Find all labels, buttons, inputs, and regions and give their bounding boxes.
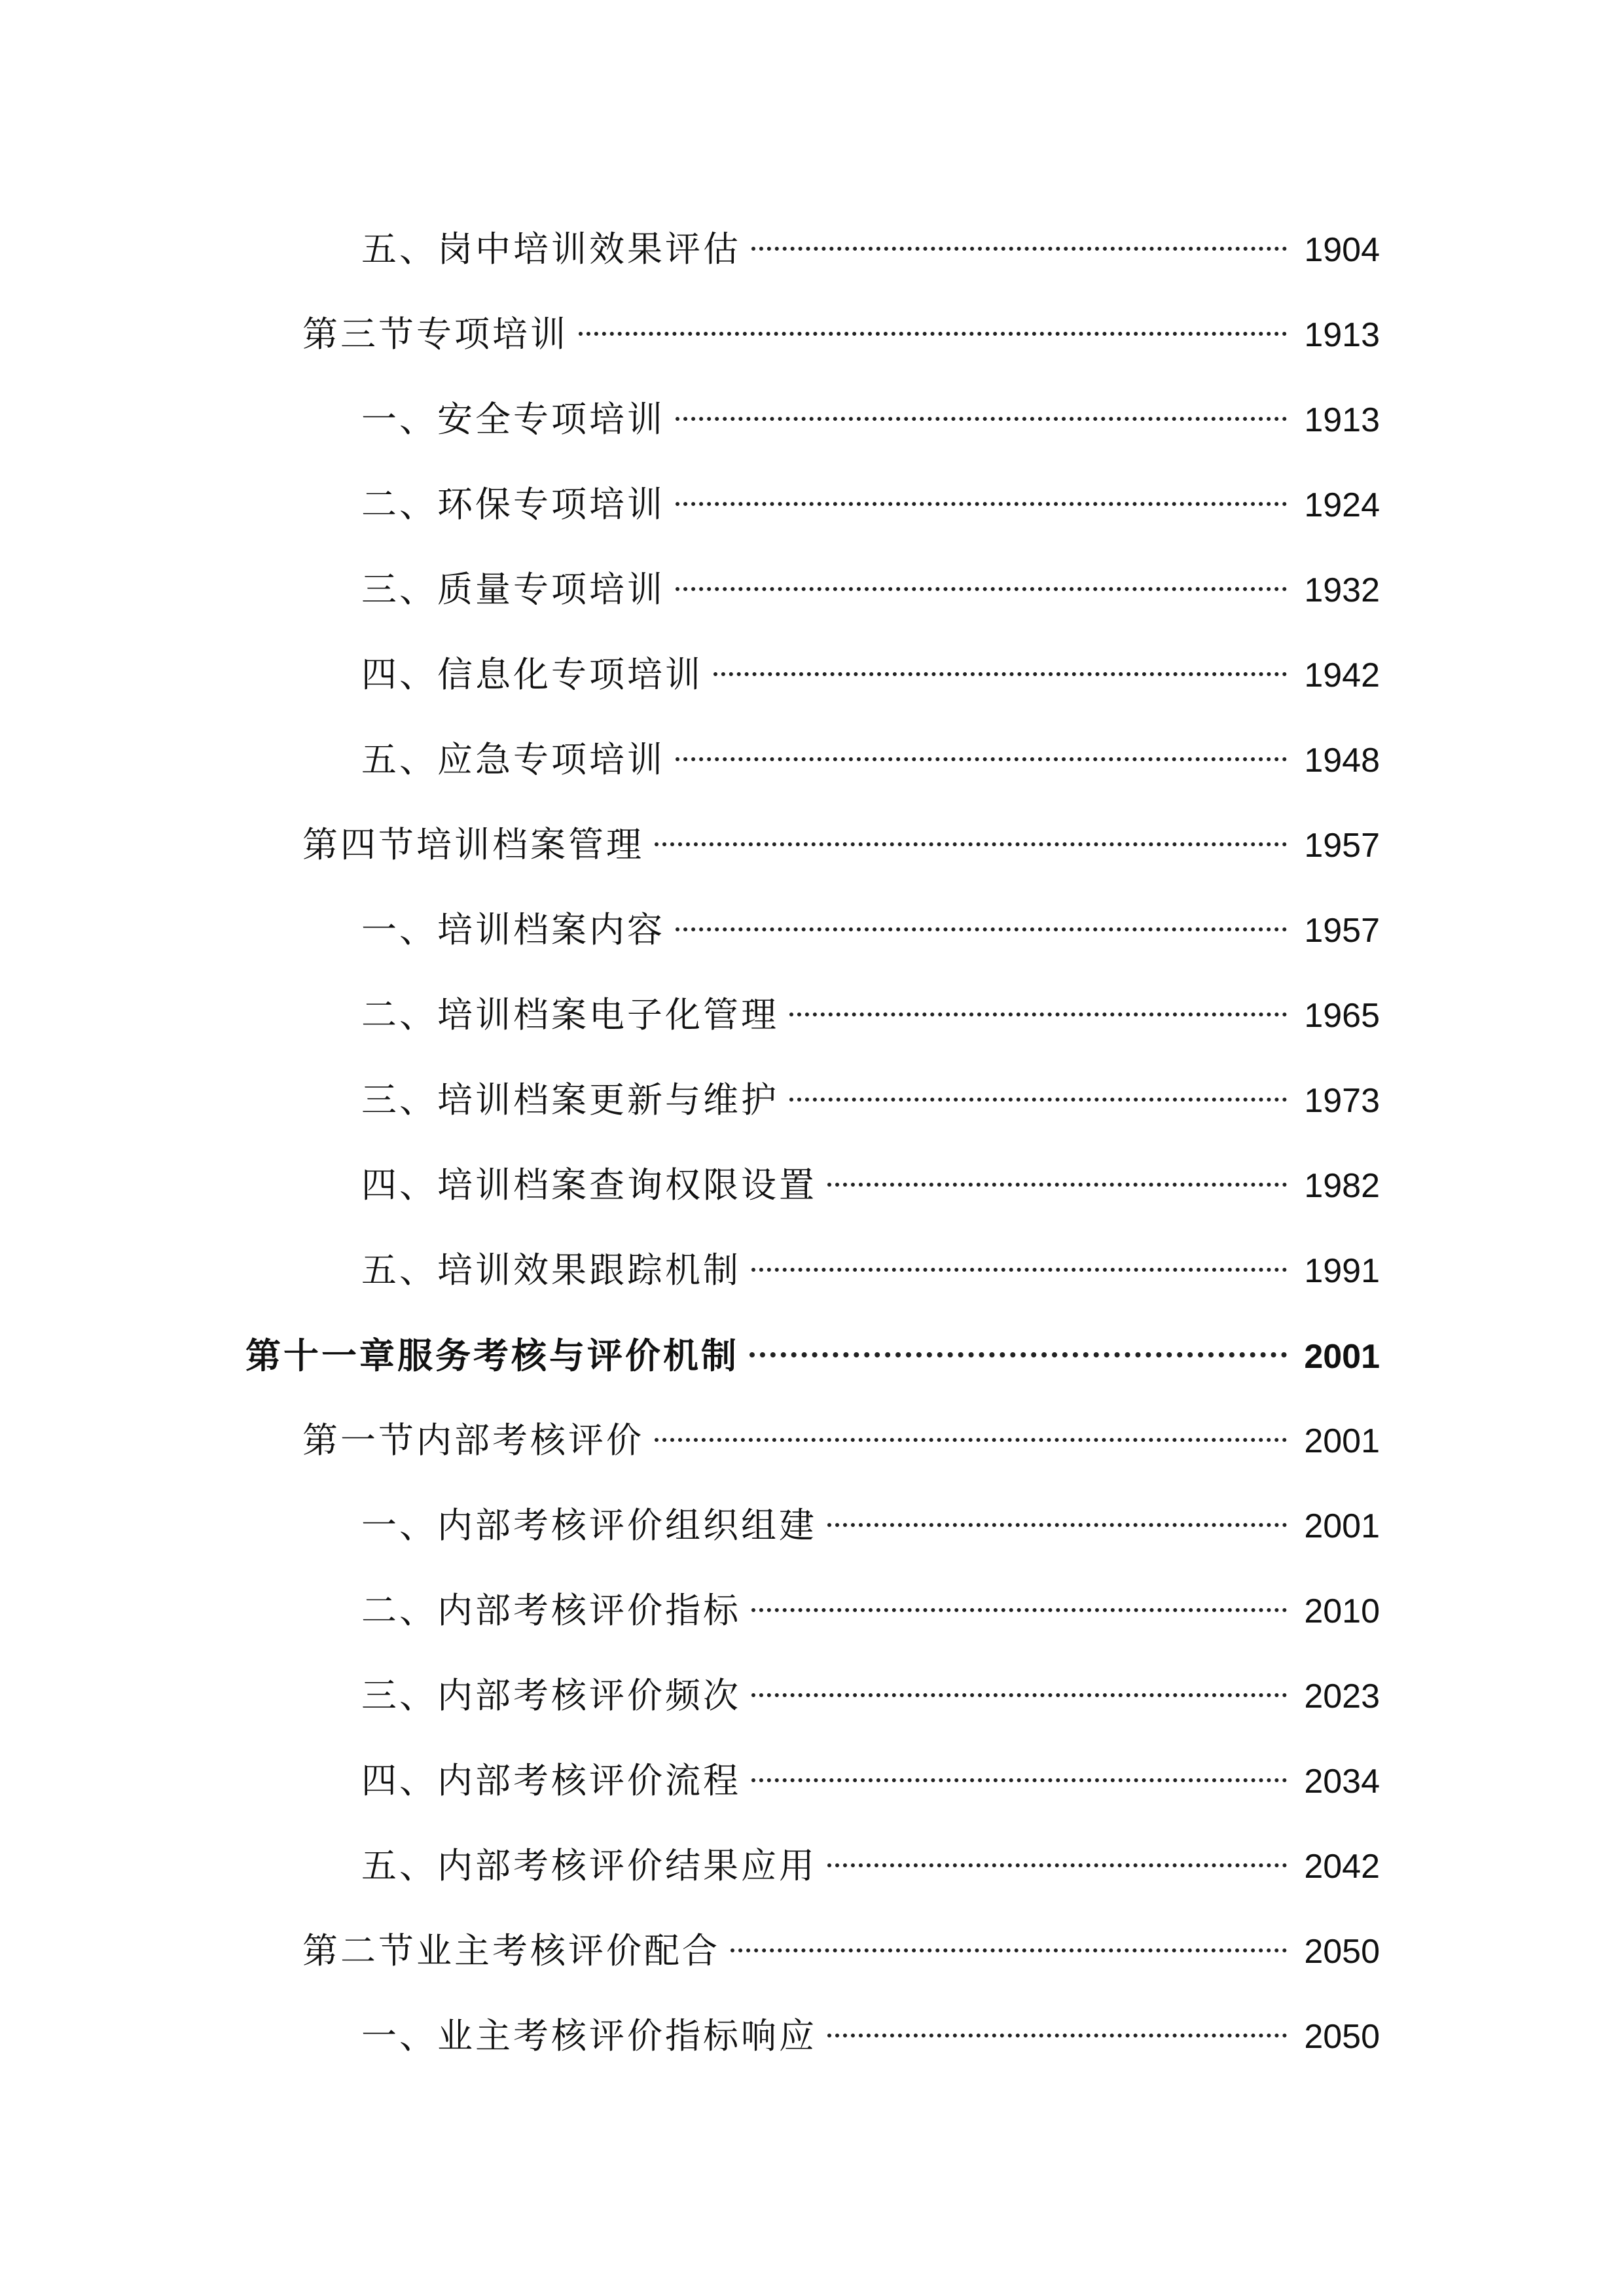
toc-entry-title: 第三节专项培训 bbox=[302, 314, 568, 355]
dot-leader bbox=[751, 1693, 1287, 1697]
toc-entry-page-number: 1973 bbox=[1304, 1082, 1380, 1120]
toc-entry-title: 三、质量专项培训 bbox=[361, 569, 665, 610]
toc-entry-title: 四、内部考核评价流程 bbox=[361, 1760, 741, 1801]
toc-entry-item[interactable] bbox=[361, 1568, 1380, 1653]
toc-entry-item[interactable] bbox=[361, 1653, 1380, 1738]
toc-entry-page-number: 1942 bbox=[1304, 656, 1380, 694]
toc-entry-title: 二、培训档案电子化管理 bbox=[361, 994, 779, 1035]
toc-entry-title: 一、内部考核评价组织组建 bbox=[361, 1505, 817, 1546]
toc-entry-title: 五、内部考核评价结果应用 bbox=[361, 1845, 817, 1886]
dot-leader bbox=[676, 757, 1287, 761]
dot-leader bbox=[713, 672, 1287, 676]
dot-leader bbox=[579, 332, 1287, 336]
dot-leader bbox=[676, 502, 1287, 506]
dot-leader bbox=[676, 927, 1287, 931]
toc-entry-item[interactable] bbox=[361, 1228, 1380, 1313]
toc-entry-title: 四、培训档案查询权限设置 bbox=[361, 1164, 817, 1206]
dot-leader bbox=[751, 247, 1287, 251]
toc-entry-item[interactable] bbox=[361, 632, 1380, 717]
dot-leader bbox=[751, 1778, 1287, 1782]
toc-entry-page-number: 1957 bbox=[1304, 827, 1380, 865]
toc-entry-title: 一、安全专项培训 bbox=[361, 399, 665, 440]
toc-entry-item[interactable] bbox=[361, 973, 1380, 1058]
toc-entry-title: 第四节培训档案管理 bbox=[302, 824, 644, 865]
toc-entry-page-number: 2050 bbox=[1304, 1933, 1380, 1971]
dot-leader bbox=[749, 1352, 1287, 1357]
dot-leader bbox=[731, 1948, 1287, 1952]
toc-entry-title: 二、内部考核评价指标 bbox=[361, 1590, 741, 1631]
toc-entry-item[interactable] bbox=[361, 1143, 1380, 1228]
toc-entry-page-number: 2010 bbox=[1304, 1592, 1380, 1630]
toc-entry-item[interactable] bbox=[361, 1823, 1380, 1909]
toc-entry-page-number: 2034 bbox=[1304, 1763, 1380, 1801]
toc-entry-item[interactable] bbox=[361, 1994, 1380, 2079]
dot-leader bbox=[676, 587, 1287, 591]
toc-entry-title: 四、信息化专项培训 bbox=[361, 654, 703, 695]
toc-entry-chapter[interactable] bbox=[245, 1313, 1380, 1398]
dot-leader bbox=[751, 1268, 1287, 1272]
toc-entry-title: 三、培训档案更新与维护 bbox=[361, 1079, 779, 1121]
toc-entry-page-number: 1991 bbox=[1304, 1252, 1380, 1290]
toc-entry-page-number: 1924 bbox=[1304, 486, 1380, 524]
toc-entry-page-number: 2001 bbox=[1304, 1507, 1380, 1545]
toc-entry-title: 五、岗中培训效果评估 bbox=[361, 228, 741, 270]
toc-entry-page-number: 2042 bbox=[1304, 1848, 1380, 1886]
toc-entry-page-number: 1932 bbox=[1304, 571, 1380, 609]
toc-entry-section[interactable] bbox=[302, 802, 1380, 888]
toc-entry-page-number: 2001 bbox=[1304, 1422, 1380, 1460]
toc-entry-item[interactable] bbox=[361, 547, 1380, 632]
toc-entry-item[interactable] bbox=[361, 1738, 1380, 1823]
dot-leader bbox=[789, 1098, 1287, 1102]
toc-entry-item[interactable] bbox=[361, 1058, 1380, 1143]
dot-leader bbox=[676, 417, 1287, 421]
toc-entry-title: 第一节内部考核评价 bbox=[302, 1420, 644, 1461]
dot-leader bbox=[655, 1438, 1287, 1442]
toc-entry-section[interactable] bbox=[302, 1398, 1380, 1483]
toc-entry-page-number: 1948 bbox=[1304, 742, 1380, 780]
dot-leader bbox=[655, 842, 1287, 846]
dot-leader bbox=[751, 1608, 1287, 1612]
toc-entry-page-number: 2050 bbox=[1304, 2018, 1380, 2056]
toc-entry-title: 二、环保专项培训 bbox=[361, 484, 665, 525]
toc-entry-page-number: 1965 bbox=[1304, 997, 1380, 1035]
toc-entry-item[interactable] bbox=[361, 377, 1380, 462]
toc-entry-page-number: 2023 bbox=[1304, 1677, 1380, 1715]
table-of-contents bbox=[0, 207, 1624, 2079]
toc-entry-page-number: 1982 bbox=[1304, 1167, 1380, 1205]
toc-entry-item[interactable] bbox=[361, 462, 1380, 547]
toc-entry-title: 一、业主考核评价指标响应 bbox=[361, 2015, 817, 2056]
toc-entry-title: 第二节业主考核评价配合 bbox=[302, 1930, 720, 1971]
toc-entry-section[interactable] bbox=[302, 1909, 1380, 1994]
toc-entry-page-number: 1913 bbox=[1304, 316, 1380, 354]
dot-leader bbox=[827, 2034, 1287, 2037]
toc-entry-item[interactable] bbox=[361, 888, 1380, 973]
dot-leader bbox=[827, 1183, 1287, 1187]
toc-entry-item[interactable] bbox=[361, 1483, 1380, 1568]
toc-entry-item[interactable] bbox=[361, 717, 1380, 802]
toc-entry-title: 三、内部考核评价频次 bbox=[361, 1675, 741, 1716]
toc-entry-page-number: 1957 bbox=[1304, 912, 1380, 950]
dot-leader bbox=[789, 1013, 1287, 1016]
toc-entry-page-number: 2001 bbox=[1304, 1338, 1380, 1376]
toc-entry-title: 第十一章服务考核与评价机制 bbox=[245, 1335, 739, 1376]
toc-entry-title: 五、应急专项培训 bbox=[361, 739, 665, 780]
dot-leader bbox=[827, 1523, 1287, 1527]
toc-entry-page-number: 1904 bbox=[1304, 231, 1380, 269]
toc-entry-page-number: 1913 bbox=[1304, 401, 1380, 439]
toc-entry-title: 五、培训效果跟踪机制 bbox=[361, 1249, 741, 1291]
toc-entry-item[interactable] bbox=[361, 207, 1380, 292]
toc-entry-title: 一、培训档案内容 bbox=[361, 909, 665, 950]
toc-entry-section[interactable] bbox=[302, 292, 1380, 377]
dot-leader bbox=[827, 1863, 1287, 1867]
